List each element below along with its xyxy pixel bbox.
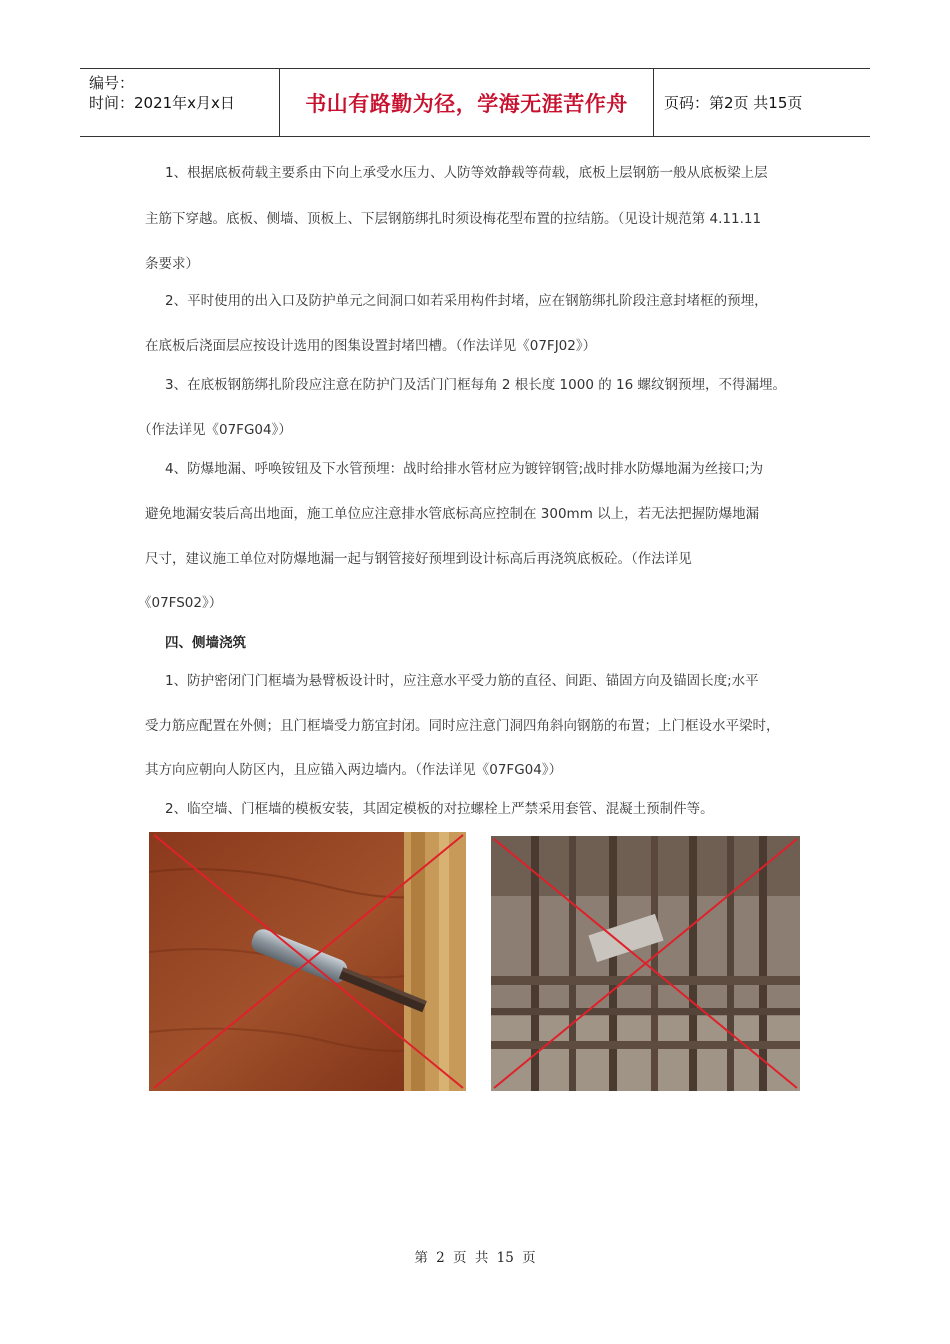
- paragraph-line: 2、临空墙、门框墙的模板安装，其固定模板的对拉螺栓上严禁采用套管、混凝土预制件等。: [165, 801, 714, 817]
- photo-formwork-bolt: [149, 832, 466, 1091]
- header-motto-cell: [280, 69, 654, 136]
- photo-rebar-cage: [491, 836, 800, 1091]
- paragraph-line: 2、平时使用的出入口及防护单元之间洞口如若采用构件封堵，应在钢筋绑扎阶段注意封堵框的预埋，: [165, 293, 768, 309]
- paragraph-line: 1、防护密闭门门框墙为悬臂板设计时，应注意水平受力筋的直径、间距、锚固方向及锚固长度;水平: [165, 673, 759, 689]
- number-label: 编号：: [89, 74, 135, 92]
- paragraph-line: 主筋下穿越。底板、侧墙、顶板上、下层钢筋绑扎时须设梅花型布置的拉结筋。（见设计规范第 4.11.11: [145, 211, 762, 227]
- paragraph-line: 其方向应朝向人防区内，且应锚入两边墙内。（作法详见《07FG04》）: [145, 762, 563, 778]
- date-label: 时间：2021年x月x日: [89, 94, 235, 112]
- rebar-cage-image: [491, 836, 800, 1091]
- paragraph-line: 受力筋应配置在外侧；且门框墙受力筋宜封闭。同时应注意门洞四角斜向钢筋的布置；上门框设水平梁时，: [145, 718, 780, 734]
- paragraph-line: 尺寸，建议施工单位对防爆地漏一起与钢管接好预埋到设计标高后再浇筑底板砼。（作法详见: [145, 551, 692, 567]
- paragraph-line: （作法详见《07FG04》）: [138, 422, 292, 438]
- header-page-cell: [654, 69, 870, 136]
- paragraph-line: 条要求）: [145, 256, 199, 272]
- paragraph-line: 在底板后浇面层应按设计选用的图集设置封堵凹槽。（作法详见《07FJ02》）: [145, 338, 597, 354]
- paragraph-line: 避免地漏安装后高出地面，施工单位应注意排水管底标高应控制在 300mm 以上，若无法把握防爆地漏: [145, 506, 760, 522]
- header-meta-cell: [80, 69, 280, 136]
- paragraph-line: 《07FS02》）: [138, 595, 223, 611]
- document-header: [80, 68, 870, 137]
- section-heading: 四、侧墙浇筑: [165, 635, 246, 651]
- formwork-bolt-image: [149, 832, 466, 1091]
- paragraph-line: 1、根据底板荷载主要系由下向上承受水压力、人防等效静载等荷载，底板上层钢筋一般从底板梁上层: [165, 165, 768, 181]
- motto-text: 书山有路勤为径，学海无涯苦作舟: [305, 91, 628, 116]
- paragraph-line: 4、防爆地漏、呼唤铵钮及下水管预埋：战时给排水管材应为镀锌钢管;战时排水防爆地漏为丝接口;为: [165, 461, 764, 477]
- page-info: 页码：第2页 共15页: [664, 94, 803, 112]
- page-footer: 第 2 页 共 15 页: [414, 1250, 536, 1266]
- paragraph-line: 3、在底板钢筋绑扎阶段应注意在防护门及活门门框每角 2 根长度 1000 的 16 螺纹钢预埋，不得漏埋。: [165, 377, 786, 393]
